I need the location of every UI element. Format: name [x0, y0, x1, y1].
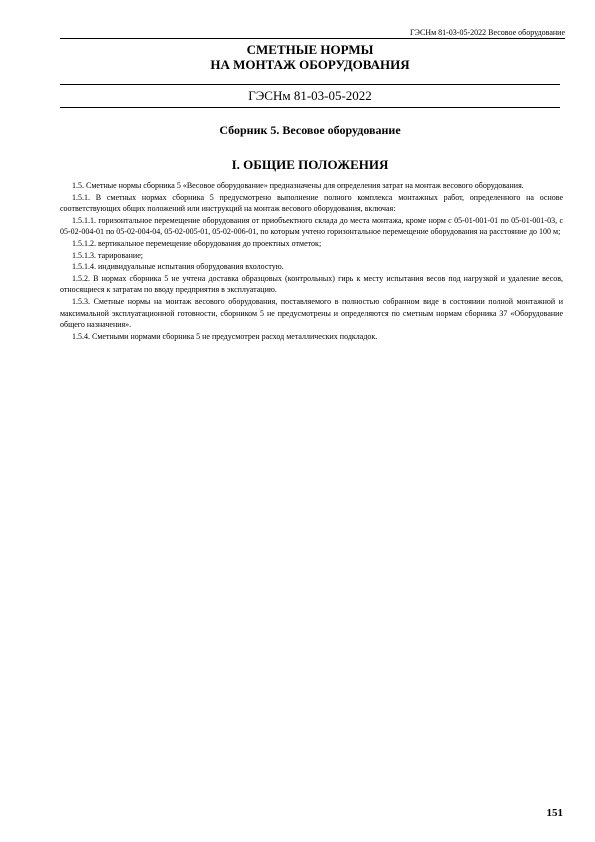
- collection-title: Сборник 5. Весовое оборудование: [219, 123, 401, 137]
- document-title-line-2: НА МОНТАЖ ОБОРУДОВАНИЯ: [210, 57, 410, 72]
- body-text: [60, 180, 563, 342]
- standard-code: ГЭСНм 81-03-05-2022: [248, 88, 372, 103]
- paragraph-1-5-1-3: 1.5.1.3. тарирование;: [72, 250, 143, 260]
- document-title-line-1: СМЕТНЫЕ НОРМЫ: [246, 42, 374, 57]
- paragraph-1-5-4: 1.5.4. Сметными нормами сборника 5 не предусмотрен расход металлических подкладок.: [72, 331, 378, 341]
- divider-top: [60, 84, 560, 85]
- paragraph-1-5-1-1: 1.5.1.1. горизонтальное перемещение оборудования от приобъектного склада до места монтажа, кроме норм с 05-01-001-01 по 05-01-001-03, с 05-02-004-01 по 05-02-004-04, 05-02-005-01, 05-02-006-01, по которым учтено горизонтальное перемещение оборудования на расстояние до 100 м;: [60, 215, 563, 237]
- paragraph-1-5-2: 1.5.2. В нормах сборника 5 не учтена доставка образцовых (контрольных) гирь к месту испытания весов под нагрузкой и удаление весов, относящиеся к затратам по вводу предприятия в эксплуатацию.: [60, 273, 563, 295]
- running-header: ГЭСНм 81-03-05-2022 Весовое оборудование: [60, 28, 565, 39]
- paragraph-1-5: 1.5. Сметные нормы сборника 5 «Весовое оборудование» предназначены для определения затрат на монтаж весового оборудования.: [72, 181, 524, 190]
- page-number: 151: [546, 807, 563, 819]
- divider-bottom: [60, 107, 560, 108]
- paragraph-1-5-1-4: 1.5.1.4. индивидуальные испытания оборудования вхолостую.: [72, 262, 284, 272]
- paragraph-1-5-3: 1.5.3. Сметные нормы на монтаж весового оборудования, поставляемого в полностью собранном виде в состоянии полной монтажной и максимальной эксплуатационной готовности, сборником 5 не предусмотрены и определяются по сметным нормам сборника 37 «Оборудование общего назначения».: [60, 296, 563, 330]
- paragraph-1-5-1-2: 1.5.1.2. вертикальное перемещение оборудования до проектных отметок;: [72, 238, 322, 248]
- section-title: I. ОБЩИЕ ПОЛОЖЕНИЯ: [231, 157, 389, 172]
- paragraph-1-5-1: 1.5.1. В сметных нормах сборника 5 предусмотрено выполнение полного комплекса монтажных работ, определенного на основе соответствующих общих положений или инструкций на монтаж весового оборудования, включая:: [60, 192, 563, 214]
- document-title: [60, 42, 560, 72]
